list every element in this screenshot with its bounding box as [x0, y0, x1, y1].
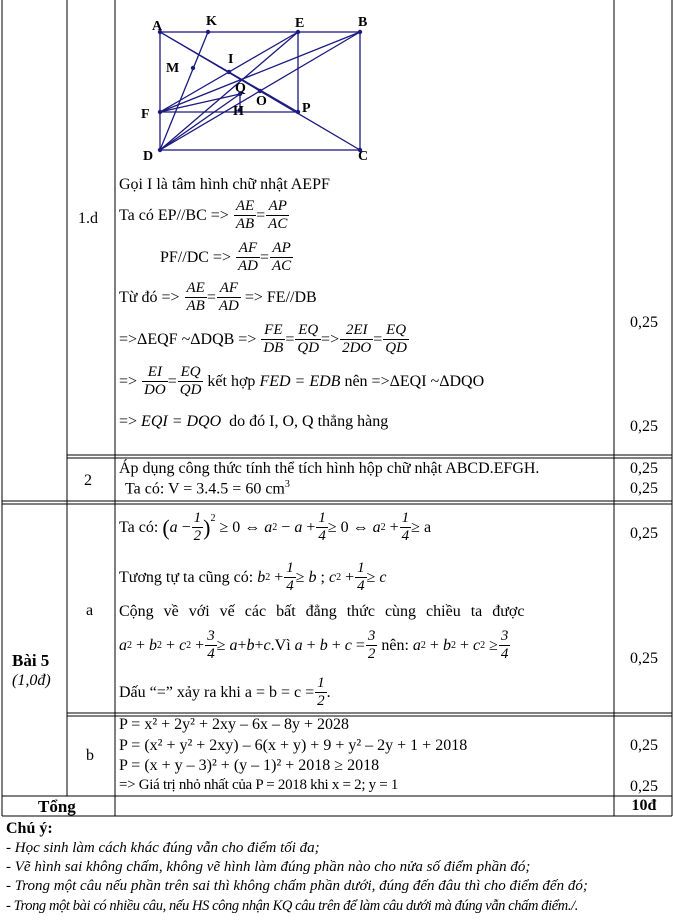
score-5a-1: 0,25	[630, 525, 658, 542]
note-item: - Trong một câu nếu phần trên sai thì không chấm phần dưới, đúng đến đâu thì cho điểm đến đó;	[6, 878, 588, 894]
label-H: H	[233, 104, 244, 119]
label-P: P	[302, 101, 311, 116]
total-value: 10đ	[631, 797, 657, 814]
p1d-line2: Ta có EP//BC => $\frac{AE}{AB}$ = $\frac{AP}{AC}$	[119, 198, 288, 232]
label-F: F	[141, 107, 150, 122]
label-E: E	[295, 16, 305, 31]
p1d-line6: => $\frac{EI}{DO}$ = $\frac{EQ}{QD}$ kết hợp FED = EDB nên =>ΔEQI ~ΔDQO	[119, 364, 485, 398]
p1d-line7: => EQI = DQO do đó I, O, Q thẳng hàng	[119, 413, 389, 430]
p1d-line4: Từ đó => $\frac{AE}{AB}$ = $\frac{AF}{AD}$ => FE//DB	[119, 280, 317, 314]
b5b-line4: => Giá trị nhỏ nhất của P = 2018 khi x = 2; y = 1	[119, 777, 399, 793]
bai5-b-label: b	[86, 747, 94, 764]
score-5b-1: 0,25	[630, 737, 658, 754]
b5b-line2: P = (x² + y² + 2xy) – 6(x + y) + 9 + y² – 2y + 1 + 2018	[119, 737, 468, 754]
note-item: - Trong một bài có nhiều câu, nếu HS công nhận KQ câu trên để làm câu dưới mà đúng vẫn chấm điểm./.	[6, 898, 578, 914]
b5a-line4: a 2 + b 2 + c 2 + $\frac{3}{4}$ ≥ a + b + c .Vì a + b + c = $\frac{3}{2}$ nên: a 2 + b 2 + c 2 ≥ $\frac{3}{4}$	[119, 628, 509, 662]
b5a-line3: Cộng về với vế các bất đẳng thức cùng chiều ta được	[119, 603, 525, 620]
note-item: - Học sinh làm cách khác đúng vẫn cho điểm tối đa;	[6, 840, 320, 856]
note-item: - Vẽ hình sai không chấm, không vẽ hình làm đúng phần nào cho nửa số điểm phần đó;	[6, 859, 531, 875]
frac-ae-ab: $\frac{AE}{AB}$	[235, 198, 255, 232]
score-5a-2: 0,25	[630, 650, 658, 667]
part-2-label: 2	[84, 472, 92, 489]
p1d-line1: Gọi I là tâm hình chữ nhật AEPF	[119, 176, 330, 193]
label-M: M	[166, 61, 180, 76]
frac-ap-ac: $\frac{AP}{AC}$	[268, 198, 288, 232]
score-5b-2: 0,25	[630, 778, 658, 795]
p1d-line5: =>ΔEQF ~ΔDQB => $\frac{FE}{DB}$ = $\frac{EQ}{QD}$ => $\frac{2EI}{2DO}$ = $\frac{EQ}{QD}$	[119, 322, 407, 356]
label-O: O	[256, 94, 267, 109]
bai5-title: Bài 5	[12, 651, 50, 670]
score-1d-2: 0,25	[630, 418, 658, 435]
bai5-points: (1,0đ)	[12, 672, 51, 689]
part-1d-label: 1.d	[78, 210, 98, 227]
label-B: B	[358, 15, 368, 30]
notes-title: Chú ý:	[6, 820, 53, 837]
score-2-1: 0,25	[630, 460, 658, 477]
label-Q: Q	[235, 81, 246, 96]
label-K: K	[206, 14, 217, 29]
p2-line2: Ta có: V = 3.4.5 = 60 $cm^3$	[125, 479, 290, 498]
label-C: C	[358, 149, 369, 164]
label-A: A	[152, 19, 163, 34]
label-I: I	[228, 52, 234, 67]
b5b-line1: P = x² + 2y² + 2xy – 6x – 8y + 2028	[119, 716, 349, 733]
b5a-line2: Tương tự ta cũng có: b 2 + $\frac{1}{4}$ ≥ b ; c 2 + $\frac{1}{4}$ ≥ c	[119, 560, 387, 594]
b5a-line1: Ta có: ( a − $\frac{1}{2}$ ) $^2$ ≥ 0 ⇔ a 2 − a + $\frac{1}{4}$ ≥ 0 ⇔ a 2 + $\frac{1}{4}$ ≥ a	[119, 510, 432, 544]
b5a-line5: Dấu “=” xảy ra khi a = b = c = $\frac{1}{2}$ .	[119, 675, 331, 709]
b5b-line3: P = (x + y – 3)² + (y – 1)² + 2018 ≥ 2018	[119, 757, 380, 774]
p1d-line3: PF//DC => $\frac{AF}{AD}$ = $\frac{AP}{AC}$	[160, 240, 292, 274]
p2-line1: Áp dụng công thức tính thể tích hình hộp chữ nhật ABCD.EFGH.	[119, 460, 540, 477]
score-2-2: 0,25	[630, 480, 658, 497]
bai5-a-label: a	[86, 602, 94, 619]
total-label: Tổng	[38, 797, 76, 816]
geometry-figure	[140, 10, 380, 165]
label-D: D	[143, 149, 154, 164]
score-1d-1: 0,25	[630, 314, 658, 331]
